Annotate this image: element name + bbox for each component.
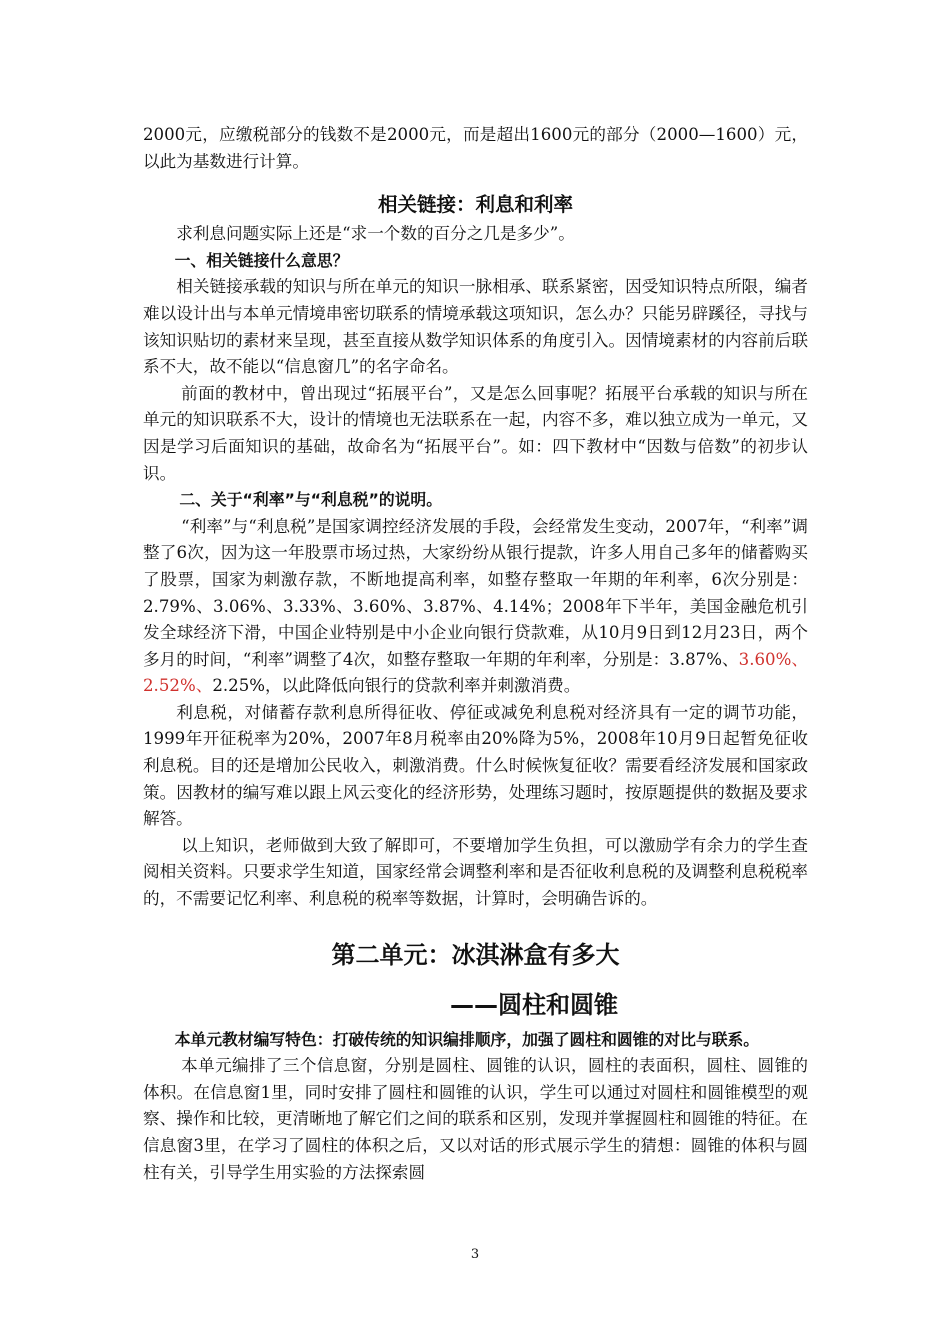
section1-title: 一、相关链接什么意思？ [174,250,349,270]
rate-text-part1: “利率”与“利息税”是国家调控经济发展的手段，会经常发生变动，2007年，“利率”调整了6次，因为这一年股票市场过热，大家纷纷从银行提款，许多人用自己多年的储蓄购买了股票，国家为刺激存款，不断地提高利率，如整存整取一年期的年利率，6次分别是：2.79%、3.06%、3.33%、3.60%、3.87%、4.14%；2008年下半年，美国金融危机引发全球经济下滑，中国企业特别是中小企业向银行贷款难，从10月9日到12月23日，两个多月的时间，“利率”调整了4次，如整存整取一年期的年利率，分别是：3.87%、 [143,516,808,669]
unit2-title: 第二单元：冰淇淋盒有多大 [331,940,620,969]
section1-paragraph-2: 前面的教材中，曾出现过“拓展平台”，又是怎么回事呢？拓展平台承载的知识与所在单元的知识联系不大，设计的情境也无法联系在一起，内容不多，难以独立成为一单元，又因是学习后面知识的基础，故命名为“拓展平台”。如：四下教材中“因数与倍数”的初步认识。 [143,383,808,483]
section2-paragraph-3: 以上知识，老师做到大致了解即可，不要增加学生负担，可以激励学有余力的学生查阅相关资料。只要求学生知道，国家经常会调整利率和是否征收利息税的及调整利息税税率的，不需要记忆利率、利息税的税率等数据，计算时，会明确告诉的。 [143,835,808,909]
related-link-intro: 求利息问题实际上还是“求一个数的百分之几是多少”。 [176,224,575,244]
section2-paragraph-2: 利息税，对储蓄存款利息所得征收、停征或减免利息税对经济具有一定的调节功能，1999年开征税率为20%，2007年8月税率由20%降为5%，2008年10月9日起暂免征收利息税。目的还是增加公民收入，刺激消费。什么时候恢复征收？需要看经济发展和国家政策。因教材的编写难以跟上风云变化的经济形势，处理练习题时，按原题提供的数据及要求解答。 [143,702,808,829]
rate-text-highlight: 3.60%、2.52%、 [143,649,808,696]
unit2-paragraph-1: 本单元编排了三个信息窗，分别是圆柱、圆锥的认识，圆柱的表面积，圆柱、圆锥的体积。在信息窗1里，同时安排了圆柱和圆锥的认识，学生可以通过对圆柱和圆锥模型的观察、操作和比较，更清晰地了解它们之间的联系和区别，发现并掌握圆柱和圆锥的特征。在信息窗3里，在学习了圆柱的体积之后，又以对话的形式展示学生的猜想：圆锥的体积与圆柱有关，引导学生用实验的方法探索圆 [143,1056,808,1182]
rate-text-part2: 2.25%，以此降低向银行的贷款利率并刺激消费。 [212,676,581,696]
related-link-heading: 相关链接：利息和利率 [377,193,573,217]
document-page [143,122,808,1186]
unit2-subtitle: ——圆柱和圆锥 [450,990,618,1019]
section2-title: 二、关于“利率”与“利息税”的说明。 [179,490,443,510]
unit2-feature: 本单元教材编写特色：打破传统的知识编排顺序，加强了圆柱和圆锥的对比与联系。 [174,1029,760,1049]
section2-paragraph-1 [143,514,808,700]
intro-paragraph: 2000元，应缴税部分的钱数不是2000元，而是超出1600元的部分（2000—1600）元，以此为基数进行计算。 [143,125,808,171]
section1-paragraph-1: 相关链接承载的知识与所在单元的知识一脉相承、联系紧密，因受知识特点所限，编者难以设计出与本单元情境串密切联系的情境承载这项知识，怎么办？只能另辟蹊径，寻找与该知识贴切的素材来呈现，甚至直接从数学知识体系的角度引入。因情境素材的内容前后联系不大，故不能以“信息窗几”的名字命名。 [143,277,808,377]
page-number: 3 [470,1247,480,1262]
